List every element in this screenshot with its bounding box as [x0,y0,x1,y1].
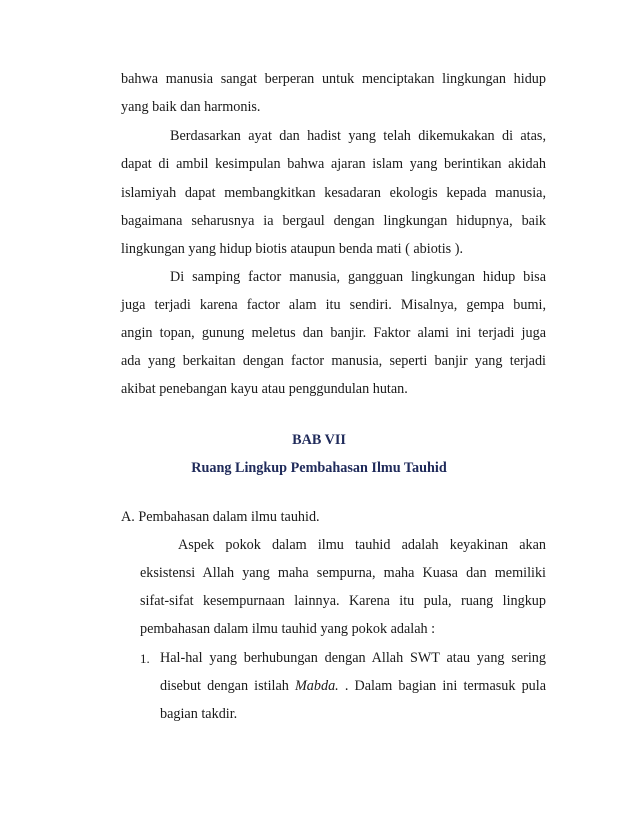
list-item-1-line-1: Hal-hal yang berhubungan dengan Allah SWT atau yang sering [160,650,546,666]
paragraph2-line-5: lingkungan yang hidup biotis ataupun benda mati ( abiotis ). [121,241,464,257]
list-item-1-line-2-before: disebut dengan istilah [160,678,295,694]
list-item-1-line-2 [160,677,546,695]
paragraph2-line-3: islamiyah dapat membangkitkan kesadaran ekologis kepada manusia, [121,185,546,201]
paragraph3-line-2: juga terjadi karena factor alam itu sendiri. Misalnya, gempa bumi, [121,297,546,313]
section-a-line-4: pembahasan dalam ilmu tauhid yang pokok adalah : [140,621,436,637]
paragraph2-line-2: dapat di ambil kesimpulan bahwa ajaran islam yang berintikan akidah [121,156,546,172]
list-item-1-line-2-after: . Dalam bagian ini termasuk pula [338,678,547,694]
paragraph3-line-4: ada yang berkaitan dengan factor manusia, seperti banjir yang terjadi [121,353,546,369]
section-a-line-1: Aspek pokok dalam ilmu tauhid adalah keyakinan akan [178,537,546,553]
list-item-1-line-3: bagian takdir. [160,706,238,722]
paragraph1-line-1: bahwa manusia sangat berperan untuk menciptakan lingkungan hidup [121,71,546,87]
paragraph3-line-3: angin topan, gunung meletus dan banjir. Faktor alami ini terjadi juga [121,325,546,341]
chapter-title: Ruang Lingkup Pembahasan Ilmu Tauhid [191,460,447,476]
paragraph3-line-1: Di samping factor manusia, gangguan lingkungan hidup bisa [170,269,546,285]
section-a-heading: A. Pembahasan dalam ilmu tauhid. [121,509,320,525]
section-a-line-3: sifat-sifat kesempurnaan lainnya. Karena itu pula, ruang lingkup [140,593,546,609]
paragraph3-line-5: akibat penebangan kayu atau penggundulan hutan. [121,381,408,397]
mabda-term: Mabda. [294,678,339,694]
section-a-line-2: eksistensi Allah yang maha sempurna, maha Kuasa dan memiliki [140,565,546,581]
paragraph2-line-4: bagaimana seharusnya ia bergaul dengan lingkungan hidupnya, baik [121,213,546,229]
chapter-number: BAB VII [292,432,346,448]
list-item-1-number: 1. [140,651,150,666]
paragraph2-line-1: Berdasarkan ayat dan hadist yang telah dikemukakan di atas, [170,128,546,144]
paragraph1-line-2: yang baik dan harmonis. [121,99,261,115]
